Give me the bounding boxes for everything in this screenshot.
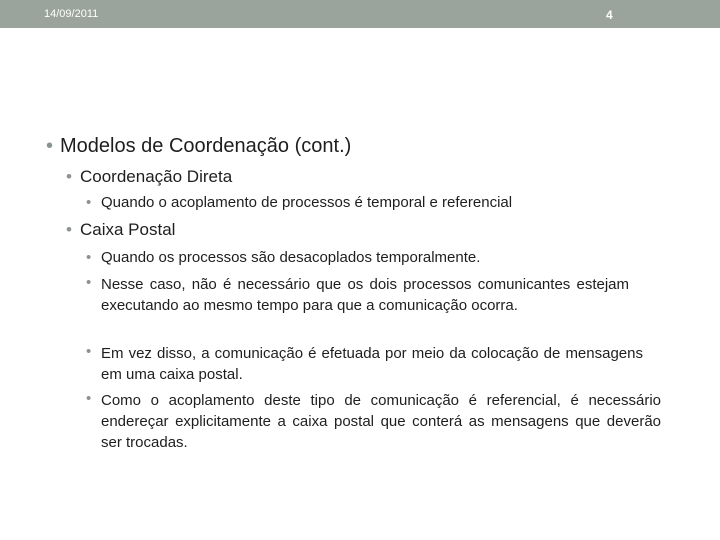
list-item: Como o acoplamento deste tipo de comunicação é referencial, é necessário endereçar explicitamente a caixa postal que conterá as mensagens que deverão ser trocadas. — [101, 392, 661, 451]
bullet-icon: • — [86, 343, 92, 360]
bullet-icon: • — [46, 135, 54, 157]
bullet-icon: • — [86, 390, 92, 407]
list-item: Nesse caso, não é necessário que os dois processos comunicantes estejam executando ao mesmo tempo para que a comunicação ocorra. — [101, 276, 629, 314]
subheading-caixa: Caixa Postal — [80, 220, 176, 239]
list-item: Quando o acoplamento de processos é temporal e referencial — [101, 194, 513, 211]
slide-date: 14/09/2011 — [44, 8, 99, 20]
subheading-direta: Coordenação Direta — [80, 167, 233, 186]
slide-header-bar — [0, 0, 720, 28]
slide-heading: Modelos de Coordenação (cont.) — [60, 135, 352, 157]
bullet-icon: • — [86, 274, 92, 291]
list-item: Em vez disso, a comunicação é efetuada por meio da colocação de mensagens em uma caixa postal. — [101, 345, 643, 383]
bullet-icon: • — [86, 194, 92, 211]
bullet-icon: • — [66, 167, 72, 186]
bullet-icon: • — [86, 249, 92, 266]
slide-number: 4 — [606, 8, 613, 22]
list-item: Quando os processos são desacoplados temporalmente. — [101, 249, 481, 266]
bullet-icon: • — [66, 220, 72, 239]
